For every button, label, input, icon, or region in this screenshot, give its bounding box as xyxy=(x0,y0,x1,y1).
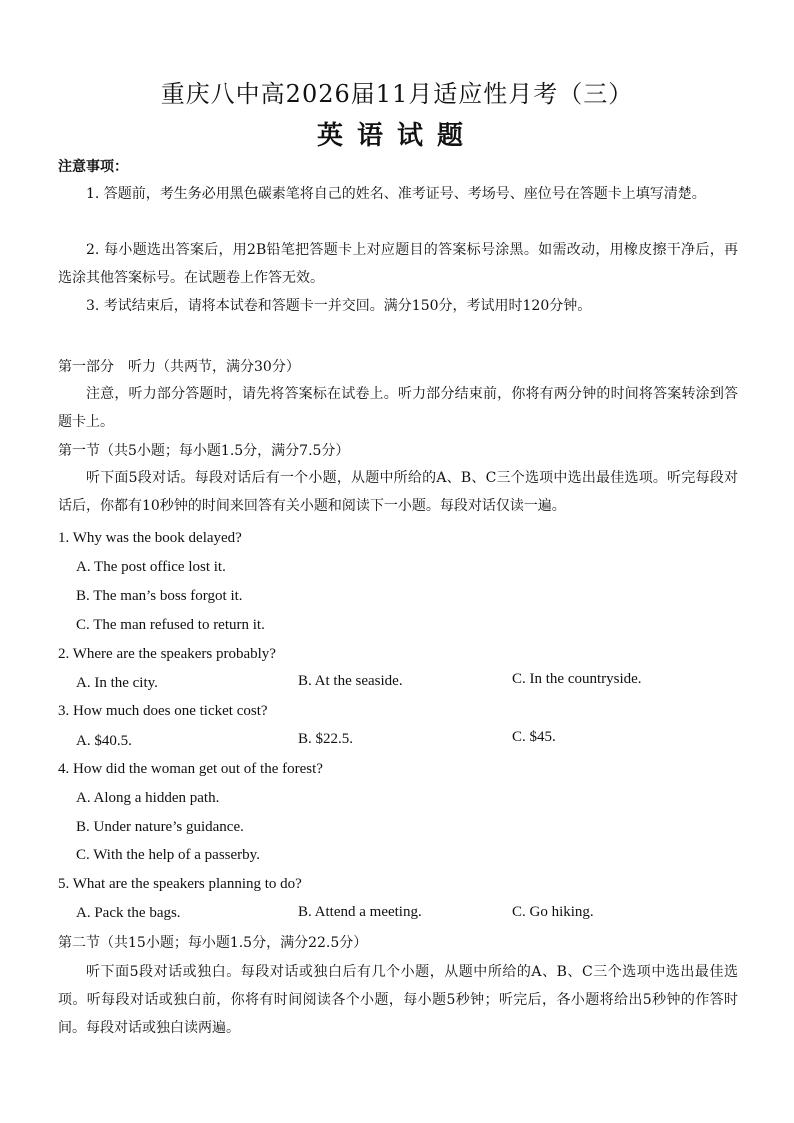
question-stem: 1. Why was the book delayed? xyxy=(58,530,242,546)
exam-title: 重庆八中高2026届11月适应性月考（三） xyxy=(160,80,634,108)
question-option: C. With the help of a passerby. xyxy=(76,847,260,863)
part1-heading: 第一部分 听力（共两节，满分30分） xyxy=(58,359,300,375)
question-option: C. The man refused to return it. xyxy=(76,617,265,633)
question-option: B. $22.5. xyxy=(298,731,354,747)
section2-heading: 第二节（共15小题；每小题1.5分，满分22.5分） xyxy=(58,935,368,951)
question-option: B. Under nature’s guidance. xyxy=(76,819,244,835)
question-option: C. Go hiking. xyxy=(512,904,594,920)
question-stem: 2. Where are the speakers probably? xyxy=(58,646,276,662)
notice-item-1: 1. 答题前，考生务必用黑色碳素笔将自己的姓名、准考证号、考场号、座位号在答题卡上填写清楚。 xyxy=(86,186,706,202)
question-stem: 3. How much does one ticket cost? xyxy=(58,703,268,719)
notice-heading: 注意事项： xyxy=(58,159,128,175)
section1-heading: 第一节（共5小题；每小题1.5分，满分7.5分） xyxy=(58,443,350,459)
section2-intro: 听下面5段对话或独白。每段对话或独白后有几个小题，从题中所给的A、B、C三个选项中选出最佳选项。听每段对话或独白前，你将有时间阅读各个小题，每小题5秒钟；听完后，各小题将给出5秒钟的作答时间。每段对话或独白读两遍。 xyxy=(58,964,738,1036)
question-option: C. In the countryside. xyxy=(512,671,642,687)
notice-item-2: 2. 每小题选出答案后，用2B铅笔把答题卡上对应题目的答案标号涂黑。如需改动，用橡皮擦干净后，再选涂其他答案标号。在试题卷上作答无效。 xyxy=(58,242,738,286)
question-option: A. In the city. xyxy=(76,675,158,691)
question-option: C. $45. xyxy=(512,729,556,745)
section1-intro: 听下面5段对话。每段对话后有一个小题，从题中所给的A、B、C三个选项中选出最佳选项。听完每段对话后，你都有10秒钟的时间来回答有关小题和阅读下一小题。每段对话仅读一遍。 xyxy=(58,470,738,514)
question-option: A. $40.5. xyxy=(76,733,132,749)
question-option: B. At the seaside. xyxy=(298,673,403,689)
notice-item-3: 3. 考试结束后，请将本试卷和答题卡一并交回。满分150分，考试用时120分钟。 xyxy=(86,298,592,314)
question-option: B. The man’s boss forgot it. xyxy=(76,588,243,604)
question-stem: 4. How did the woman get out of the forest? xyxy=(58,761,323,777)
question-option: A. Pack the bags. xyxy=(76,905,181,921)
question-option: B. Attend a meeting. xyxy=(298,904,422,920)
part1-intro: 注意，听力部分答题时，请先将答案标在试卷上。听力部分结束前，你将有两分钟的时间将答案转涂到答题卡上。 xyxy=(58,386,738,430)
question-option: A. The post office lost it. xyxy=(76,559,226,575)
question-option: A. Along a hidden path. xyxy=(76,790,220,806)
question-stem: 5. What are the speakers planning to do? xyxy=(58,876,302,892)
exam-subject: 英语试题 xyxy=(316,121,477,151)
